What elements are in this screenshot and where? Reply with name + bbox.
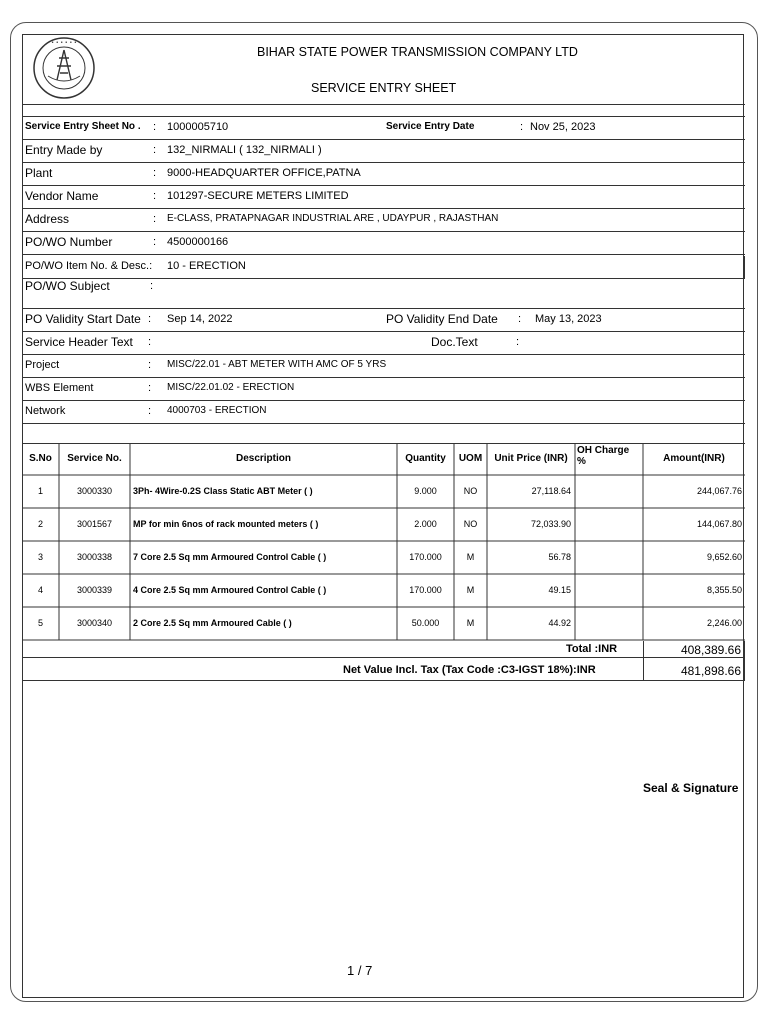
table-cell: 244,067.76 xyxy=(696,486,742,496)
colon: : xyxy=(153,190,157,202)
vendor-label: Vendor Name xyxy=(25,189,99,203)
net-value-label: Net Value Incl. Tax (Tax Code :C3-IGST 18%):INR xyxy=(343,664,596,676)
table-cell: 3000340 xyxy=(76,618,113,628)
wbs-value: MISC/22.01.02 - ERECTION xyxy=(167,382,295,393)
table-cell: 3001567 xyxy=(76,519,113,529)
table-cell: 27,118.64 xyxy=(531,486,571,496)
table-cell: 2 xyxy=(37,519,43,529)
table-cell: NO xyxy=(463,486,478,496)
table-cell: 2 Core 2.5 Sq mm Armoured Cable ( ) xyxy=(133,618,292,628)
po-item-label: PO/WO Item No. & Desc.: xyxy=(25,260,153,272)
company-logo xyxy=(26,36,102,100)
plant-value: 9000-HEADQUARTER OFFICE,PATNA xyxy=(167,167,361,179)
column-header-uom: UOM xyxy=(458,453,483,464)
plant-label: Plant xyxy=(25,166,53,180)
po-number-label: PO/WO Number xyxy=(25,235,113,249)
document-title: SERVICE ENTRY SHEET xyxy=(311,81,457,95)
entry-date-value: Nov 25, 2023 xyxy=(530,121,596,133)
svg-text:• • • • • •: • • • • • • xyxy=(51,40,77,46)
table-cell: M xyxy=(466,618,475,628)
colon: : xyxy=(153,121,157,133)
table-cell: 50.000 xyxy=(411,618,440,628)
project-label: Project xyxy=(25,359,60,371)
colon: : xyxy=(150,280,154,292)
header-text-label: Service Header Text xyxy=(25,335,133,349)
network-value: 4000703 - ERECTION xyxy=(167,405,267,416)
colon: : xyxy=(518,313,522,325)
table-cell: 1 xyxy=(37,486,43,496)
entry-by-label: Entry Made by xyxy=(25,143,103,157)
seal-signature: Seal & Signature xyxy=(643,781,739,795)
table-cell: 3000330 xyxy=(76,486,113,496)
network-label: Network xyxy=(25,405,66,417)
colon: : xyxy=(148,313,152,325)
total-value: 408,389.66 xyxy=(680,643,741,657)
column-header-oh-charge: OH Charge % xyxy=(577,445,630,467)
items-table xyxy=(22,443,745,641)
address-label: Address xyxy=(25,212,70,226)
project-value: MISC/22.01 - ABT METER WITH AMC OF 5 YRS xyxy=(167,359,387,370)
column-header-sno: S.No xyxy=(29,453,52,464)
table-cell: 2,246.00 xyxy=(706,618,742,628)
table-cell: 3000339 xyxy=(76,585,113,595)
colon: : xyxy=(520,121,524,133)
page-number: 1 / 7 xyxy=(347,963,373,978)
table-cell: M xyxy=(466,585,475,595)
column-header-quantity: Quantity xyxy=(405,453,446,464)
colon: : xyxy=(153,144,157,156)
net-value: 481,898.66 xyxy=(680,664,741,678)
doc-text-label: Doc.Text xyxy=(431,335,478,349)
table-cell: 170.000 xyxy=(409,552,442,562)
table-cell: 44.92 xyxy=(548,618,571,628)
table-cell: 5 xyxy=(37,618,43,628)
colon: : xyxy=(148,405,152,417)
entry-date-label: Service Entry Date xyxy=(386,121,475,132)
validity-start-label: PO Validity Start Date xyxy=(25,312,141,326)
table-cell: 3 xyxy=(37,552,43,562)
company-name: BIHAR STATE POWER TRANSMISSION COMPANY LTD xyxy=(257,45,578,59)
colon: : xyxy=(148,359,152,371)
vendor-value: 101297-SECURE METERS LIMITED xyxy=(167,190,349,202)
table-cell: 4 Core 2.5 Sq mm Armoured Control Cable ( ) xyxy=(133,585,327,595)
colon: : xyxy=(153,167,157,179)
table-cell: 72,033.90 xyxy=(530,519,571,529)
colon: : xyxy=(148,382,152,394)
table-cell: 3000338 xyxy=(76,552,113,562)
po-number-value: 4500000166 xyxy=(167,236,229,248)
table-cell: 144,067.80 xyxy=(696,519,742,529)
table-cell: 56.78 xyxy=(548,552,571,562)
po-item-value: 10 - ERECTION xyxy=(167,260,246,272)
table-cell: 7 Core 2.5 Sq mm Armoured Control Cable ( ) xyxy=(133,552,327,562)
column-header-unit-price: Unit Price (INR) xyxy=(494,453,568,464)
table-cell: MP for min 6nos of rack mounted meters ( ) xyxy=(133,519,319,529)
sheet-no-value: 1000005710 xyxy=(167,121,229,133)
column-header-amount: Amount(INR) xyxy=(663,453,725,464)
column-header-service-no: Service No. xyxy=(67,453,122,464)
colon: : xyxy=(516,336,520,348)
table-cell: 4 xyxy=(37,585,43,595)
table-cell: 2.000 xyxy=(414,519,437,529)
table-cell: 170.000 xyxy=(409,585,442,595)
po-subject-label: PO/WO Subject xyxy=(25,279,110,293)
colon: : xyxy=(148,336,152,348)
validity-end-label: PO Validity End Date xyxy=(386,312,498,326)
sheet-no-label: Service Entry Sheet No . xyxy=(25,121,141,132)
colon: : xyxy=(153,213,157,225)
validity-end-value: May 13, 2023 xyxy=(535,313,602,325)
address-value: E-CLASS, PRATAPNAGAR INDUSTRIAL ARE , UDAYPUR , RAJASTHAN xyxy=(167,213,499,224)
colon: : xyxy=(153,236,157,248)
table-cell: 49.15 xyxy=(548,585,571,595)
entry-by-value: 132_NIRMALI ( 132_NIRMALI ) xyxy=(167,144,322,156)
validity-start-value: Sep 14, 2022 xyxy=(167,313,233,325)
table-cell: 3Ph- 4Wire-0.2S Class Static ABT Meter ( ) xyxy=(133,486,313,496)
column-header-description: Description xyxy=(235,453,291,464)
total-label: Total :INR xyxy=(566,643,618,655)
table-cell: 9.000 xyxy=(414,486,437,496)
table-cell: 9,652.60 xyxy=(706,552,742,562)
table-cell: NO xyxy=(463,519,478,529)
table-cell: M xyxy=(466,552,475,562)
table-cell: 8,355.50 xyxy=(706,585,742,595)
wbs-label: WBS Element xyxy=(25,382,94,394)
